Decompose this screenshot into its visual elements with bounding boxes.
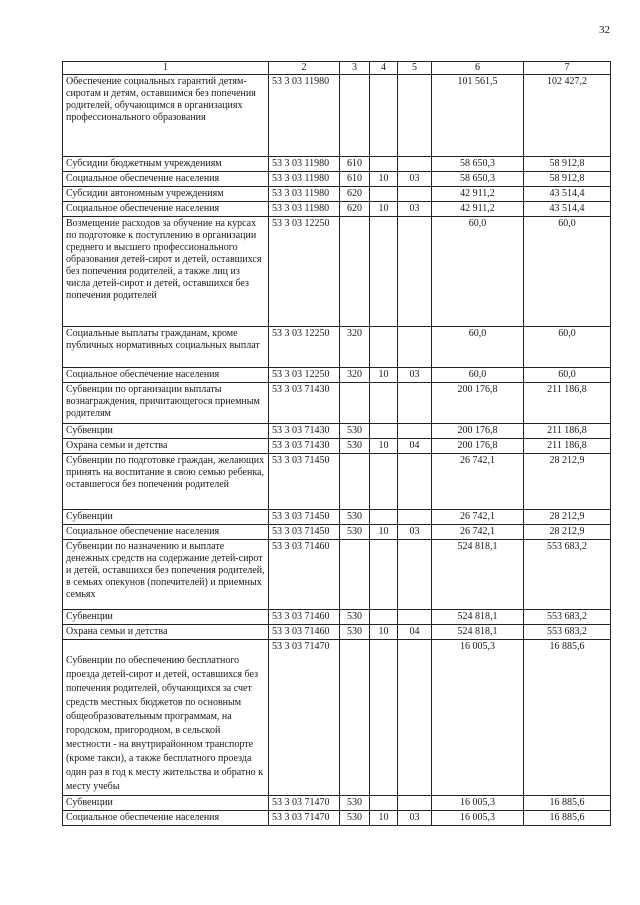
cell-rz bbox=[370, 75, 398, 157]
table-row bbox=[63, 525, 611, 540]
cell-y2: 16 885,6 bbox=[524, 640, 611, 796]
cell-rz: 10 bbox=[370, 625, 398, 640]
cell-code: 53 3 03 71460 bbox=[269, 625, 340, 640]
cell-rz bbox=[370, 157, 398, 172]
cell-pr: 03 bbox=[398, 368, 432, 383]
cell-rz: 10 bbox=[370, 202, 398, 217]
cell-code: 53 3 03 71470 bbox=[269, 811, 340, 826]
column-header: 6 bbox=[432, 62, 524, 75]
budget-table-body bbox=[63, 62, 611, 826]
cell-rz bbox=[370, 640, 398, 796]
cell-vr: 530 bbox=[340, 510, 370, 525]
cell-y2: 553 683,2 bbox=[524, 610, 611, 625]
cell-pr: 03 bbox=[398, 525, 432, 540]
cell-y2: 28 212,9 bbox=[524, 454, 611, 510]
table-row bbox=[63, 172, 611, 187]
cell-y2: 553 683,2 bbox=[524, 540, 611, 610]
cell-vr bbox=[340, 640, 370, 796]
column-header-row bbox=[63, 62, 611, 75]
cell-pr bbox=[398, 454, 432, 510]
cell-code: 53 3 03 12250 bbox=[269, 368, 340, 383]
cell-pr bbox=[398, 75, 432, 157]
cell-name: Субвенции по организации выплаты вознаграждения, причитающегося приемным родителям bbox=[63, 383, 269, 424]
cell-pr: 04 bbox=[398, 625, 432, 640]
cell-vr: 620 bbox=[340, 187, 370, 202]
cell-name: Субвенции по подготовке граждан, желающих принять на воспитание в свою семью ребенка, оставшегося без попечения родителей bbox=[63, 454, 269, 510]
cell-vr bbox=[340, 217, 370, 327]
cell-name: Субвенции по назначению и выплате денежных средств на содержание детей-сирот и детей, оставшихся без попечения родителей, в семьях опекунов (попечителей) и приемных семьях bbox=[63, 540, 269, 610]
cell-pr: 03 bbox=[398, 172, 432, 187]
cell-code: 53 3 03 11980 bbox=[269, 202, 340, 217]
cell-y1: 58 650,3 bbox=[432, 172, 524, 187]
cell-y1: 58 650,3 bbox=[432, 157, 524, 172]
cell-rz: 10 bbox=[370, 525, 398, 540]
cell-y1: 524 818,1 bbox=[432, 610, 524, 625]
cell-vr bbox=[340, 75, 370, 157]
table-row bbox=[63, 610, 611, 625]
cell-y2: 60,0 bbox=[524, 217, 611, 327]
cell-y2: 211 186,8 bbox=[524, 424, 611, 439]
cell-vr: 320 bbox=[340, 327, 370, 368]
cell-code: 53 3 03 71450 bbox=[269, 510, 340, 525]
cell-y2: 28 212,9 bbox=[524, 510, 611, 525]
cell-code: 53 3 03 11980 bbox=[269, 172, 340, 187]
cell-name: Субсидии автономным учреждениям bbox=[63, 187, 269, 202]
cell-pr bbox=[398, 217, 432, 327]
cell-rz bbox=[370, 424, 398, 439]
cell-rz bbox=[370, 383, 398, 424]
table-row bbox=[63, 796, 611, 811]
cell-pr bbox=[398, 510, 432, 525]
cell-pr bbox=[398, 187, 432, 202]
cell-code: 53 3 03 12250 bbox=[269, 327, 340, 368]
cell-vr: 530 bbox=[340, 811, 370, 826]
cell-vr: 530 bbox=[340, 424, 370, 439]
table-row bbox=[63, 424, 611, 439]
cell-code: 53 3 03 11980 bbox=[269, 157, 340, 172]
cell-y1: 524 818,1 bbox=[432, 540, 524, 610]
table-row bbox=[63, 187, 611, 202]
cell-vr: 530 bbox=[340, 439, 370, 454]
cell-y2: 28 212,9 bbox=[524, 525, 611, 540]
cell-y1: 101 561,5 bbox=[432, 75, 524, 157]
cell-y1: 26 742,1 bbox=[432, 525, 524, 540]
cell-y2: 16 885,6 bbox=[524, 811, 611, 826]
cell-y2: 16 885,6 bbox=[524, 796, 611, 811]
cell-code: 53 3 03 71460 bbox=[269, 540, 340, 610]
cell-code: 53 3 03 71460 bbox=[269, 610, 340, 625]
cell-y2: 58 912,8 bbox=[524, 172, 611, 187]
cell-name: Охрана семьи и детства bbox=[63, 439, 269, 454]
budget-table bbox=[62, 61, 611, 826]
cell-name: Социальное обеспечение населения bbox=[63, 202, 269, 217]
cell-name: Социальное обеспечение населения bbox=[63, 811, 269, 826]
column-header: 5 bbox=[398, 62, 432, 75]
table-row bbox=[63, 439, 611, 454]
cell-rz: 10 bbox=[370, 172, 398, 187]
cell-name: Субвенции bbox=[63, 510, 269, 525]
cell-pr bbox=[398, 640, 432, 796]
cell-code: 53 3 03 11980 bbox=[269, 75, 340, 157]
cell-y1: 60,0 bbox=[432, 217, 524, 327]
cell-code: 53 3 03 71430 bbox=[269, 439, 340, 454]
cell-y1: 200 176,8 bbox=[432, 439, 524, 454]
cell-rz bbox=[370, 454, 398, 510]
cell-vr: 530 bbox=[340, 625, 370, 640]
table-row bbox=[63, 75, 611, 157]
cell-y1: 200 176,8 bbox=[432, 383, 524, 424]
cell-name: Субвенции по обеспечению бесплатного проезда детей-сирот и детей, оставшихся без попечения родителей, обучающихся за счет средств местных бюджетов по основным общеобразовательным программам, на городском, пригородном, в сельской местности - на внутрирайонном транспорте (кроме такси), а также бесплатного проезда один раз в год к месту жительства и обратно к месту учебы bbox=[63, 640, 269, 796]
cell-y2: 102 427,2 bbox=[524, 75, 611, 157]
table-row bbox=[63, 157, 611, 172]
cell-code: 53 3 03 71430 bbox=[269, 424, 340, 439]
cell-name: Субвенции bbox=[63, 610, 269, 625]
cell-y2: 211 186,8 bbox=[524, 383, 611, 424]
table-row bbox=[63, 811, 611, 826]
cell-pr bbox=[398, 327, 432, 368]
cell-code: 53 3 03 71450 bbox=[269, 454, 340, 510]
cell-pr: 03 bbox=[398, 202, 432, 217]
cell-rz bbox=[370, 610, 398, 625]
cell-pr: 04 bbox=[398, 439, 432, 454]
cell-vr: 530 bbox=[340, 525, 370, 540]
cell-y1: 26 742,1 bbox=[432, 454, 524, 510]
cell-code: 53 3 03 71450 bbox=[269, 525, 340, 540]
cell-vr: 620 bbox=[340, 202, 370, 217]
cell-y1: 200 176,8 bbox=[432, 424, 524, 439]
cell-y1: 60,0 bbox=[432, 368, 524, 383]
column-header: 3 bbox=[340, 62, 370, 75]
cell-code: 53 3 03 71470 bbox=[269, 640, 340, 796]
cell-pr bbox=[398, 424, 432, 439]
cell-y2: 553 683,2 bbox=[524, 625, 611, 640]
table-row bbox=[63, 217, 611, 327]
cell-rz bbox=[370, 540, 398, 610]
cell-rz: 10 bbox=[370, 811, 398, 826]
cell-pr: 03 bbox=[398, 811, 432, 826]
cell-name: Социальные выплаты гражданам, кроме публичных нормативных социальных выплат bbox=[63, 327, 269, 368]
cell-pr bbox=[398, 383, 432, 424]
cell-y2: 43 514,4 bbox=[524, 187, 611, 202]
cell-code: 53 3 03 11980 bbox=[269, 187, 340, 202]
cell-rz bbox=[370, 217, 398, 327]
cell-name: Охрана семьи и детства bbox=[63, 625, 269, 640]
cell-rz: 10 bbox=[370, 439, 398, 454]
cell-y1: 16 005,3 bbox=[432, 640, 524, 796]
page-number: 32 bbox=[599, 24, 610, 36]
cell-y2: 60,0 bbox=[524, 368, 611, 383]
cell-y1: 42 911,2 bbox=[432, 187, 524, 202]
cell-y1: 16 005,3 bbox=[432, 796, 524, 811]
cell-pr bbox=[398, 610, 432, 625]
cell-name: Социальное обеспечение населения bbox=[63, 368, 269, 383]
cell-vr: 530 bbox=[340, 796, 370, 811]
cell-name: Субвенции bbox=[63, 796, 269, 811]
cell-code: 53 3 03 12250 bbox=[269, 217, 340, 327]
table-row bbox=[63, 625, 611, 640]
cell-rz bbox=[370, 327, 398, 368]
cell-name: Обеспечение социальных гарантий детям-сиротам и детям, оставшимся без попечения родителей, обучающимся в организациях профессионального образования bbox=[63, 75, 269, 157]
cell-rz bbox=[370, 796, 398, 811]
column-header: 7 bbox=[524, 62, 611, 75]
cell-y2: 58 912,8 bbox=[524, 157, 611, 172]
table-row bbox=[63, 383, 611, 424]
table-row bbox=[63, 454, 611, 510]
table-row bbox=[63, 368, 611, 383]
table-row bbox=[63, 540, 611, 610]
cell-y1: 42 911,2 bbox=[432, 202, 524, 217]
table-row bbox=[63, 327, 611, 368]
table-row bbox=[63, 510, 611, 525]
cell-pr bbox=[398, 796, 432, 811]
cell-code: 53 3 03 71470 bbox=[269, 796, 340, 811]
cell-y2: 43 514,4 bbox=[524, 202, 611, 217]
cell-rz: 10 bbox=[370, 368, 398, 383]
cell-name: Субсидии бюджетным учреждениям bbox=[63, 157, 269, 172]
cell-code: 53 3 03 71430 bbox=[269, 383, 340, 424]
cell-pr bbox=[398, 540, 432, 610]
cell-y1: 16 005,3 bbox=[432, 811, 524, 826]
cell-vr bbox=[340, 540, 370, 610]
cell-y1: 60,0 bbox=[432, 327, 524, 368]
cell-rz bbox=[370, 187, 398, 202]
column-header: 4 bbox=[370, 62, 398, 75]
cell-vr bbox=[340, 454, 370, 510]
table-row bbox=[63, 640, 611, 796]
cell-name: Субвенции bbox=[63, 424, 269, 439]
cell-y1: 524 818,1 bbox=[432, 625, 524, 640]
cell-name: Возмещение расходов за обучение на курсах по подготовке к поступлению в организации среднего и высшего профессионального образования детей-сирот и детей, оставшихся без попечения родителей, а также лиц из числа детей-сирот и детей, оставшихся без попечения родителей bbox=[63, 217, 269, 327]
column-header: 2 bbox=[269, 62, 340, 75]
cell-y2: 211 186,8 bbox=[524, 439, 611, 454]
cell-y2: 60,0 bbox=[524, 327, 611, 368]
cell-name: Социальное обеспечение населения bbox=[63, 525, 269, 540]
column-header: 1 bbox=[63, 62, 269, 75]
cell-vr: 320 bbox=[340, 368, 370, 383]
cell-y1: 26 742,1 bbox=[432, 510, 524, 525]
cell-pr bbox=[398, 157, 432, 172]
cell-rz bbox=[370, 510, 398, 525]
table-row bbox=[63, 202, 611, 217]
cell-name: Социальное обеспечение населения bbox=[63, 172, 269, 187]
cell-vr: 530 bbox=[340, 610, 370, 625]
cell-vr: 610 bbox=[340, 172, 370, 187]
cell-vr: 610 bbox=[340, 157, 370, 172]
cell-vr bbox=[340, 383, 370, 424]
